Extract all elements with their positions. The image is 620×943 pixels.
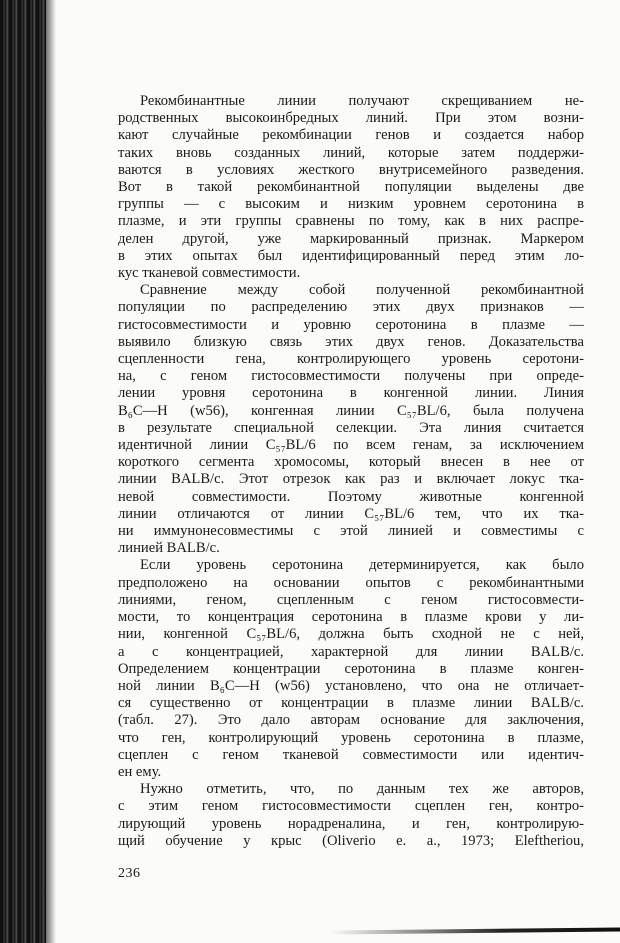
text-line: с этим геном гистосовместимости сцеплен ген, контро- [118, 798, 584, 815]
text-line: линии BALB/c. Этот отрезок как раз и включает локус тка- [118, 471, 584, 488]
text-line: в этих опытах был идентифицированный перед этим ло- [118, 247, 584, 264]
text-line: лирующий уровень норадреналина, и ген, контролирую- [118, 815, 584, 832]
text-line: идентичной линии C₅₇BL/6 по всем генам, за исключением [118, 437, 584, 454]
text-line: на, с геном гистосовместимости получены при опреде- [118, 368, 584, 385]
text-line: что ген, контролирующий уровень серотонина в плазме, [118, 729, 584, 746]
text-line: лении уровня серотонина в конгенной линии. Линия [118, 385, 584, 402]
binding-edge [0, 0, 46, 943]
text-line: Сравнение между собой полученной рекомбинантной [140, 282, 584, 299]
text-line: короткого сегмента хромосомы, который внесен в нее от [118, 454, 584, 471]
text-line: ен ему. [118, 763, 162, 780]
text-line: выявило близкую связь этих двух генов. Доказательства [118, 333, 584, 350]
paragraph-1 [118, 93, 584, 282]
text-line: таких вновь созданных линий, которые затем поддержи- [118, 144, 584, 161]
text-line: Определением концентрации серотонина в плазме конген- [118, 660, 584, 677]
text-line: популяции по распределению этих двух признаков — [118, 299, 584, 316]
text-line: Рекомбинантные линии получают скрещиванием не- [140, 93, 584, 109]
text-line: в результате специальной селекции. Эта линия считается [118, 419, 584, 436]
text-line: предположено на основании опытов с рекомбинантными [118, 574, 584, 591]
text-line: Если уровень серотонина детерминируется, как было [140, 557, 584, 574]
paragraph-3 [118, 557, 584, 781]
text-line: ваются в условиях жесткого внутрисемейного разведения. [118, 161, 584, 178]
text-line: делен другой, уже маркированный признак. Маркером [118, 230, 584, 247]
text-line: линиями, геном, сцепленным с геном гистосовмести- [118, 591, 584, 608]
text-line: группы — с высоким и низким уровнем серотонина в [118, 196, 584, 213]
text-line: а с концентрацией, характерной для линии BALB/c. [118, 643, 584, 660]
page-number: 236 [118, 866, 141, 881]
text-line: ной линии B₆C—H (w56) установлено, что она не отличает- [118, 677, 584, 694]
text-line: линией BALB/c. [118, 540, 220, 557]
text-line: кус тканевой совместимости. [118, 265, 301, 282]
text-line: ся существенно от концентрации в плазме линии BALB/c. [118, 695, 584, 712]
text-line: Вот в такой рекомбинантной популяции выделены две [118, 179, 584, 196]
text-line: гистосовместимости и уровню серотонина в плазме — [118, 316, 584, 333]
text-line: B₆C—H (w56), конгенная линии C₅₇BL/6, была получена [118, 402, 584, 419]
text-line: (табл. 27). Это дало авторам основание для заключения, [118, 712, 584, 729]
text-line: мости, то концентрация серотонина в плазме крови у ли- [118, 609, 584, 626]
text-line: родственных высокоинбредных линий. При этом возни- [118, 110, 584, 127]
text-line: ни иммунонесовместимы с этой линией и совместимы с [118, 523, 584, 540]
text-line: сцепленности гена, контролирующего уровень серотони- [118, 351, 584, 368]
text-line: нии, конгенной C₅₇BL/6, должна быть сходной не с ней, [118, 626, 584, 643]
binding-shadow [46, 0, 56, 943]
text-line: плазме, и эти группы сравнены по тому, как в них распре- [118, 213, 584, 230]
paragraph-2 [118, 282, 584, 557]
text-line: кают случайные рекомбинации генов и создается набор [118, 127, 584, 144]
paragraph-4 [118, 781, 584, 850]
body-text [118, 93, 584, 850]
text-line: линии отличаются от линии C₅₇BL/6 тем, что их тка- [118, 505, 584, 522]
text-line: Нужно отметить, что, по данным тех же авторов, [140, 781, 584, 798]
text-line: щий обучение у крыс (Oliverio e. a., 1973; Eleftheriou, [118, 832, 584, 849]
page-bottom-edge [330, 927, 620, 934]
text-line: невой совместимости. Поэтому животные конгенной [118, 488, 584, 505]
text-line: сцеплен с геном тканевой совместимости или идентич- [118, 746, 584, 763]
